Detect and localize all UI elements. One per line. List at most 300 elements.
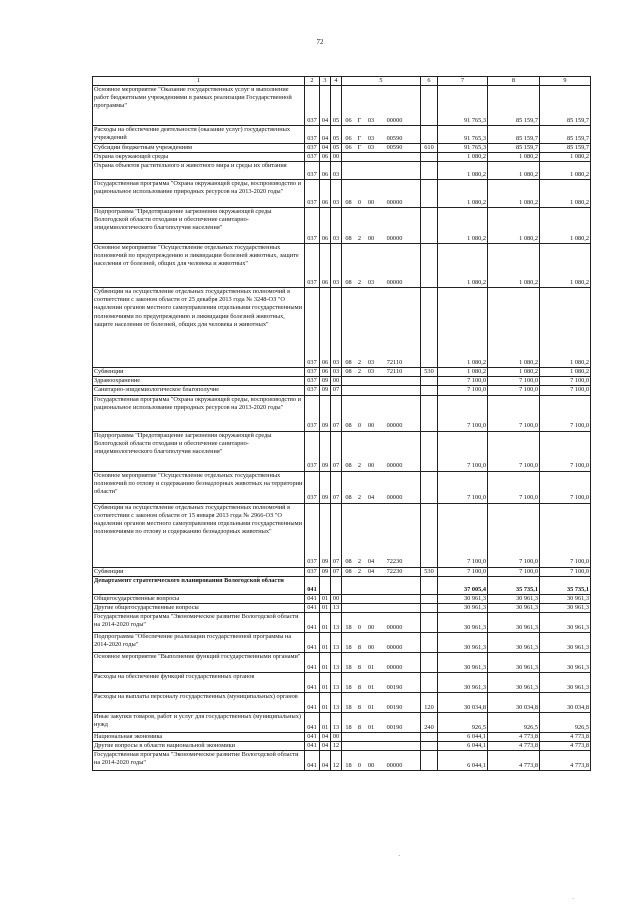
article-code-part: 06 bbox=[345, 117, 352, 124]
ministry-code: 037 bbox=[305, 126, 320, 144]
budget-table bbox=[92, 76, 591, 771]
article-code-part: 8 bbox=[357, 643, 362, 651]
article-code-part: 00000 bbox=[386, 235, 403, 243]
article-code-part: 00190 bbox=[386, 683, 403, 691]
amount-col8: 1 080,2 bbox=[488, 288, 540, 368]
row-name: Иные закупки товаров, работ и услуг для государственных (муниципальных) нужд bbox=[93, 712, 305, 732]
article-code-part: 18 bbox=[345, 683, 352, 691]
table-row bbox=[93, 741, 591, 750]
amount-col9: 7 100,0 bbox=[540, 567, 591, 576]
article-code-part: 00 bbox=[367, 422, 375, 430]
expense-type bbox=[421, 244, 438, 288]
amount-col7: 30 961,3 bbox=[438, 594, 488, 603]
table-row bbox=[93, 567, 591, 576]
section-code: 01 bbox=[320, 692, 331, 712]
article-code-part: 0 bbox=[357, 422, 362, 430]
expense-type: 610 bbox=[421, 144, 438, 153]
amount-col8: 4 773,8 bbox=[488, 732, 540, 741]
section-code: 01 bbox=[320, 712, 331, 732]
row-name: Субвенции на осуществление отдельных государственных полномочий в соответствии с законом области от 15 января 2013 года № 2966-ОЗ "О наделении органов местного самоуправления отдельными государственными полномочиями по отлову и содержанию безнадзорных животных" bbox=[93, 503, 305, 567]
amount-col8: 30 034,8 bbox=[488, 692, 540, 712]
table-row bbox=[93, 471, 591, 503]
article-code-part: 8 bbox=[357, 683, 362, 691]
article-code-part: 08 bbox=[345, 558, 352, 566]
amount-col9: 4 773,8 bbox=[540, 741, 591, 750]
article-code-part: 2 bbox=[357, 494, 362, 502]
section-code: 09 bbox=[320, 377, 331, 386]
table-row bbox=[93, 86, 591, 126]
amount-col9: 7 100,0 bbox=[540, 377, 591, 386]
amount-col7: 1 080,2 bbox=[438, 368, 488, 377]
amount-col7: 7 100,0 bbox=[438, 386, 488, 395]
amount-col9: 1 080,2 bbox=[540, 153, 591, 162]
expense-type bbox=[421, 431, 438, 471]
row-name: Подпрограмма "Обеспечение реализации государственной программы на 2014-2020 годы" bbox=[93, 632, 305, 652]
amount-col9: 30 961,3 bbox=[540, 594, 591, 603]
article-code-part: 01 bbox=[367, 723, 375, 731]
ministry-code: 037 bbox=[305, 244, 320, 288]
ministry-code: 037 bbox=[305, 567, 320, 576]
section-code bbox=[320, 576, 331, 594]
amount-col7: 7 100,0 bbox=[438, 503, 488, 567]
amount-col7: 30 961,3 bbox=[438, 612, 488, 632]
row-name: Государственная программа "Охрана окружающей среды, воспроизводство и рациональное использование природных ресурсов на 2013-2020 годы" bbox=[93, 395, 305, 431]
ministry-code: 041 bbox=[305, 612, 320, 632]
table-row bbox=[93, 208, 591, 244]
subsection-code: 07 bbox=[331, 567, 342, 576]
row-name: Основное мероприятие "Оказание государственных услуг и выполнение работ бюджетными учреждениями в рамках реализации Государственной программы" bbox=[93, 86, 305, 126]
amount-col8: 85 159,7 bbox=[488, 86, 540, 126]
amount-col8: 7 100,0 bbox=[488, 431, 540, 471]
article-code-part: 03 bbox=[367, 135, 375, 142]
subsection-code bbox=[331, 576, 342, 594]
amount-col8: 7 100,0 bbox=[488, 395, 540, 431]
subsection-code: 07 bbox=[331, 386, 342, 395]
subsection-code: 03 bbox=[331, 180, 342, 208]
row-name: Основное мероприятие "Осуществление отдельных государственных полномочий по отлову и содержанию безнадзорных животных на территории области" bbox=[93, 471, 305, 503]
subsection-code: 03 bbox=[331, 368, 342, 377]
ministry-code: 037 bbox=[305, 153, 320, 162]
article-code-part: 04 bbox=[367, 567, 375, 575]
target-article-code bbox=[342, 162, 421, 180]
article-code-part: 00190 bbox=[386, 703, 403, 711]
amount-col9: 85 159,7 bbox=[540, 86, 591, 126]
amount-col8: 30 961,3 bbox=[488, 594, 540, 603]
ministry-code: 041 bbox=[305, 751, 320, 771]
ministry-code: 041 bbox=[305, 712, 320, 732]
section-code: 09 bbox=[320, 567, 331, 576]
amount-col9: 7 100,0 bbox=[540, 395, 591, 431]
target-article-code bbox=[342, 732, 421, 741]
article-code-part: 08 bbox=[345, 235, 352, 243]
amount-col8: 7 100,0 bbox=[488, 386, 540, 395]
article-code-part: 8 bbox=[357, 723, 362, 731]
amount-col8: 1 080,2 bbox=[488, 368, 540, 377]
article-code-part: 2 bbox=[357, 359, 362, 367]
article-code-part: 08 bbox=[345, 422, 352, 430]
subsection-code: 13 bbox=[331, 652, 342, 672]
subsection-code: 13 bbox=[331, 603, 342, 612]
article-code-part: 06 bbox=[345, 135, 352, 142]
row-name: Здравоохранение bbox=[93, 377, 305, 386]
table-row bbox=[93, 377, 591, 386]
amount-col9: 1 080,2 bbox=[540, 244, 591, 288]
expense-type bbox=[421, 632, 438, 652]
row-name: Охрана объектов растительного и животного мира и среды их обитания bbox=[93, 162, 305, 180]
ministry-code: 037 bbox=[305, 377, 320, 386]
expense-type bbox=[421, 652, 438, 672]
article-code-part: 08 bbox=[345, 462, 352, 470]
amount-col7: 1 080,2 bbox=[438, 208, 488, 244]
table-row bbox=[93, 162, 591, 180]
article-code-part: 72110 bbox=[386, 368, 403, 376]
amount-col7: 1 080,2 bbox=[438, 162, 488, 180]
article-code-part: 00 bbox=[367, 462, 375, 470]
section-code: 06 bbox=[320, 368, 331, 377]
target-article-code bbox=[342, 244, 421, 288]
amount-col9: 30 034,8 bbox=[540, 692, 591, 712]
article-code-part: 18 bbox=[345, 703, 352, 711]
table-row bbox=[93, 288, 591, 368]
article-code-part: 00590 bbox=[386, 135, 403, 142]
scan-mark: · bbox=[572, 895, 575, 903]
column-header: 1 bbox=[93, 77, 305, 86]
article-code-part: 0 bbox=[357, 761, 362, 769]
article-code-part: 2 bbox=[357, 558, 362, 566]
expense-type bbox=[421, 741, 438, 750]
amount-col7: 91 765,3 bbox=[438, 144, 488, 153]
amount-col8: 1 080,2 bbox=[488, 208, 540, 244]
amount-col7: 1 080,2 bbox=[438, 180, 488, 208]
column-header: 6 bbox=[421, 77, 438, 86]
amount-col8: 4 773,8 bbox=[488, 741, 540, 750]
subsection-code: 00 bbox=[331, 153, 342, 162]
table-row bbox=[93, 395, 591, 431]
table-row bbox=[93, 503, 591, 567]
target-article-code bbox=[342, 751, 421, 771]
row-name: Субвенции bbox=[93, 368, 305, 377]
table-row bbox=[93, 732, 591, 741]
target-article-code bbox=[342, 652, 421, 672]
article-code-part: 00000 bbox=[386, 462, 403, 470]
ministry-code: 037 bbox=[305, 162, 320, 180]
scan-mark: · bbox=[398, 852, 401, 860]
row-name: Основное мероприятие "Осуществление отдельных государственных полномочий по предупреждению и ликвидации болезней животных, защите населения от болезней, общих для человека и животных" bbox=[93, 244, 305, 288]
row-name: Государственная программа "Экономическое развитие Вологодской области на 2014-2020 годы" bbox=[93, 751, 305, 771]
row-name: Департамент стратегического планирования Вологодской области bbox=[93, 576, 305, 594]
article-code-part: 08 bbox=[345, 279, 352, 287]
amount-col8: 926,5 bbox=[488, 712, 540, 732]
section-code: 04 bbox=[320, 144, 331, 153]
amount-col9: 35 735,1 bbox=[540, 576, 591, 594]
amount-col9: 1 080,2 bbox=[540, 180, 591, 208]
amount-col8: 1 080,2 bbox=[488, 180, 540, 208]
subsection-code: 07 bbox=[331, 395, 342, 431]
ministry-code: 041 bbox=[305, 692, 320, 712]
article-code-part: Г bbox=[357, 144, 362, 152]
table-body bbox=[93, 86, 591, 771]
amount-col9: 30 961,3 bbox=[540, 612, 591, 632]
section-code: 01 bbox=[320, 612, 331, 632]
subsection-code: 03 bbox=[331, 244, 342, 288]
article-code-part: 18 bbox=[345, 663, 352, 671]
target-article-code bbox=[342, 126, 421, 144]
expense-type: 530 bbox=[421, 368, 438, 377]
table-row bbox=[93, 632, 591, 652]
section-code: 09 bbox=[320, 431, 331, 471]
expense-type bbox=[421, 672, 438, 692]
subsection-code: 03 bbox=[331, 162, 342, 180]
section-code: 04 bbox=[320, 86, 331, 126]
amount-col9: 30 961,3 bbox=[540, 603, 591, 612]
column-header: 5 bbox=[342, 77, 421, 86]
table-row bbox=[93, 244, 591, 288]
row-name: Государственная программа "Охрана окружающей среды, воспроизводство и рациональное использование природных ресурсов на 2013-2020 годы" bbox=[93, 180, 305, 208]
row-name: Расходы на обеспечение функций государственных органов bbox=[93, 672, 305, 692]
article-code-part: 08 bbox=[345, 359, 352, 367]
subsection-code: 13 bbox=[331, 632, 342, 652]
row-name: Другие общегосударственные вопросы bbox=[93, 603, 305, 612]
expense-type bbox=[421, 86, 438, 126]
ministry-code: 037 bbox=[305, 503, 320, 567]
section-code: 06 bbox=[320, 244, 331, 288]
amount-col9: 4 773,8 bbox=[540, 751, 591, 771]
article-code-part: 00000 bbox=[386, 279, 403, 287]
article-code-part: 72230 bbox=[386, 558, 403, 566]
article-code-part: 00 bbox=[367, 235, 375, 243]
amount-col8: 85 159,7 bbox=[488, 144, 540, 153]
section-code: 09 bbox=[320, 386, 331, 395]
amount-col9: 30 961,3 bbox=[540, 632, 591, 652]
subsection-code: 05 bbox=[331, 86, 342, 126]
table-row bbox=[93, 386, 591, 395]
expense-type bbox=[421, 594, 438, 603]
article-code-part: 18 bbox=[345, 761, 352, 769]
row-name: Подпрограмма "Предотвращение загрязнения окружающей среды Вологодской области отходами и обеспечение санитарно-эпидемиологического благополучия населения" bbox=[93, 208, 305, 244]
amount-col9: 1 080,2 bbox=[540, 368, 591, 377]
ministry-code: 037 bbox=[305, 180, 320, 208]
amount-col8: 35 735,1 bbox=[488, 576, 540, 594]
subsection-code: 07 bbox=[331, 431, 342, 471]
expense-type bbox=[421, 751, 438, 771]
amount-col8: 1 080,2 bbox=[488, 244, 540, 288]
expense-type: 240 bbox=[421, 712, 438, 732]
ministry-code: 037 bbox=[305, 431, 320, 471]
ministry-code: 037 bbox=[305, 208, 320, 244]
section-code: 01 bbox=[320, 652, 331, 672]
expense-type bbox=[421, 208, 438, 244]
article-code-part: 03 bbox=[367, 359, 375, 367]
amount-col7: 91 765,3 bbox=[438, 86, 488, 126]
table-row bbox=[93, 603, 591, 612]
target-article-code bbox=[342, 377, 421, 386]
expense-type bbox=[421, 126, 438, 144]
target-article-code bbox=[342, 471, 421, 503]
ministry-code: 037 bbox=[305, 288, 320, 368]
target-article-code bbox=[342, 672, 421, 692]
row-name: Национальная экономика bbox=[93, 732, 305, 741]
table-row bbox=[93, 692, 591, 712]
amount-col8: 30 961,3 bbox=[488, 652, 540, 672]
article-code-part: 00 bbox=[367, 199, 375, 207]
amount-col7: 1 080,2 bbox=[438, 244, 488, 288]
page-number: 72 bbox=[316, 38, 324, 46]
amount-col7: 37 005,4 bbox=[438, 576, 488, 594]
row-name: Расходы на обеспечение деятельности (оказание услуг) государственных учреждений bbox=[93, 126, 305, 144]
subsection-code: 13 bbox=[331, 692, 342, 712]
amount-col7: 6 044,1 bbox=[438, 741, 488, 750]
article-code-part: 2 bbox=[357, 368, 362, 376]
amount-col7: 6 044,1 bbox=[438, 732, 488, 741]
column-header: 3 bbox=[320, 77, 331, 86]
expense-type bbox=[421, 576, 438, 594]
table-row bbox=[93, 126, 591, 144]
section-code: 01 bbox=[320, 603, 331, 612]
expense-type bbox=[421, 162, 438, 180]
amount-col9: 30 961,3 bbox=[540, 672, 591, 692]
article-code-part: 00 bbox=[367, 643, 375, 651]
column-header: 8 bbox=[488, 77, 540, 86]
target-article-code bbox=[342, 741, 421, 750]
expense-type: 530 bbox=[421, 567, 438, 576]
amount-col7: 91 765,3 bbox=[438, 126, 488, 144]
subsection-code: 05 bbox=[331, 144, 342, 153]
amount-col8: 7 100,0 bbox=[488, 377, 540, 386]
amount-col9: 7 100,0 bbox=[540, 503, 591, 567]
amount-col7: 30 961,3 bbox=[438, 672, 488, 692]
row-name: Субсидии бюджетным учреждениям bbox=[93, 144, 305, 153]
row-name: Подпрограмма "Предотвращение загрязнения окружающей среды Вологодской области отходами и обеспечение санитарно-эпидемиологического благополучия населения" bbox=[93, 431, 305, 471]
expense-type bbox=[421, 386, 438, 395]
row-name: Субвенции на осуществление отдельных государственных полномочий в соответствии с законом области от 25 декабря 2013 года № 3248-ОЗ "О наделении органов местного самоуправления отдельными государственными полномочиями по предупреждению и ликвидации болезней животных, защите населения от болезней, общих для человека и животных" bbox=[93, 288, 305, 368]
subsection-code: 00 bbox=[331, 377, 342, 386]
amount-col7: 30 961,3 bbox=[438, 652, 488, 672]
section-code: 06 bbox=[320, 288, 331, 368]
article-code-part: 2 bbox=[357, 235, 362, 243]
article-code-part: 03 bbox=[367, 368, 375, 376]
amount-col9: 30 961,3 bbox=[540, 652, 591, 672]
subsection-code: 12 bbox=[331, 751, 342, 771]
table-row bbox=[93, 144, 591, 153]
amount-col8: 30 961,3 bbox=[488, 612, 540, 632]
article-code-part: 08 bbox=[345, 199, 352, 207]
section-code: 09 bbox=[320, 503, 331, 567]
article-code-part: 03 bbox=[367, 144, 375, 152]
column-header: 7 bbox=[438, 77, 488, 86]
target-article-code bbox=[342, 144, 421, 153]
expense-type bbox=[421, 732, 438, 741]
section-code: 04 bbox=[320, 732, 331, 741]
table-row bbox=[93, 672, 591, 692]
expense-type bbox=[421, 471, 438, 503]
ministry-code: 041 bbox=[305, 594, 320, 603]
amount-col7: 6 044,1 bbox=[438, 751, 488, 771]
subsection-code: 07 bbox=[331, 471, 342, 503]
amount-col7: 30 034,8 bbox=[438, 692, 488, 712]
target-article-code bbox=[342, 692, 421, 712]
target-article-code bbox=[342, 603, 421, 612]
expense-type bbox=[421, 395, 438, 431]
amount-col9: 4 773,8 bbox=[540, 732, 591, 741]
section-code: 09 bbox=[320, 395, 331, 431]
amount-col8: 7 100,0 bbox=[488, 567, 540, 576]
article-code-part: 01 bbox=[367, 683, 375, 691]
expense-type: 120 bbox=[421, 692, 438, 712]
row-name: Другие вопросы в области национальной экономики bbox=[93, 741, 305, 750]
ministry-code: 041 bbox=[305, 576, 320, 594]
section-code: 06 bbox=[320, 208, 331, 244]
section-code: 01 bbox=[320, 632, 331, 652]
expense-type bbox=[421, 153, 438, 162]
target-article-code bbox=[342, 386, 421, 395]
section-code: 01 bbox=[320, 672, 331, 692]
amount-col9: 926,5 bbox=[540, 712, 591, 732]
amount-col9: 7 100,0 bbox=[540, 431, 591, 471]
article-code-part: 00000 bbox=[386, 663, 403, 671]
article-code-part: 2 bbox=[357, 462, 362, 470]
amount-col8: 1 080,2 bbox=[488, 153, 540, 162]
amount-col8: 30 961,3 bbox=[488, 632, 540, 652]
table-row bbox=[93, 180, 591, 208]
subsection-code: 03 bbox=[331, 208, 342, 244]
section-code: 01 bbox=[320, 594, 331, 603]
row-name: Государственная программа "Экономическое развитие Вологодской области на 2014-2020 годы" bbox=[93, 612, 305, 632]
article-code-part: 00000 bbox=[386, 761, 403, 769]
article-code-part: 04 bbox=[367, 558, 375, 566]
table-row bbox=[93, 594, 591, 603]
article-code-part: 0 bbox=[357, 199, 362, 207]
subsection-code: 13 bbox=[331, 612, 342, 632]
article-code-part: 08 bbox=[345, 368, 352, 376]
row-name: Основное мероприятие "Выполнение функций государственными органами" bbox=[93, 652, 305, 672]
subsection-code: 03 bbox=[331, 288, 342, 368]
amount-col7: 926,5 bbox=[438, 712, 488, 732]
amount-col7: 30 961,3 bbox=[438, 632, 488, 652]
expense-type bbox=[421, 612, 438, 632]
amount-col8: 85 159,7 bbox=[488, 126, 540, 144]
amount-col8: 7 100,0 bbox=[488, 471, 540, 503]
section-code: 06 bbox=[320, 180, 331, 208]
table-row bbox=[93, 576, 591, 594]
target-article-code bbox=[342, 503, 421, 567]
target-article-code bbox=[342, 368, 421, 377]
article-code-part: 72230 bbox=[386, 567, 403, 575]
article-code-part: 00000 bbox=[386, 117, 403, 124]
subsection-code: 12 bbox=[331, 741, 342, 750]
article-code-part: 0 bbox=[357, 623, 362, 631]
section-code: 06 bbox=[320, 162, 331, 180]
article-code-part: 00000 bbox=[386, 643, 403, 651]
ministry-code: 037 bbox=[305, 86, 320, 126]
ministry-code: 041 bbox=[305, 732, 320, 741]
expense-type bbox=[421, 603, 438, 612]
article-code-part: 08 bbox=[345, 494, 352, 502]
column-header: 9 bbox=[540, 77, 591, 86]
row-name: Субвенции bbox=[93, 567, 305, 576]
subsection-code: 00 bbox=[331, 732, 342, 741]
table-row bbox=[93, 712, 591, 732]
article-code-part: 00190 bbox=[386, 723, 403, 731]
ministry-code: 041 bbox=[305, 632, 320, 652]
target-article-code bbox=[342, 153, 421, 162]
target-article-code bbox=[342, 86, 421, 126]
amount-col7: 7 100,0 bbox=[438, 377, 488, 386]
target-article-code bbox=[342, 576, 421, 594]
expense-type bbox=[421, 180, 438, 208]
amount-col7: 1 080,2 bbox=[438, 153, 488, 162]
article-code-part: 03 bbox=[367, 117, 375, 124]
table-row bbox=[93, 612, 591, 632]
